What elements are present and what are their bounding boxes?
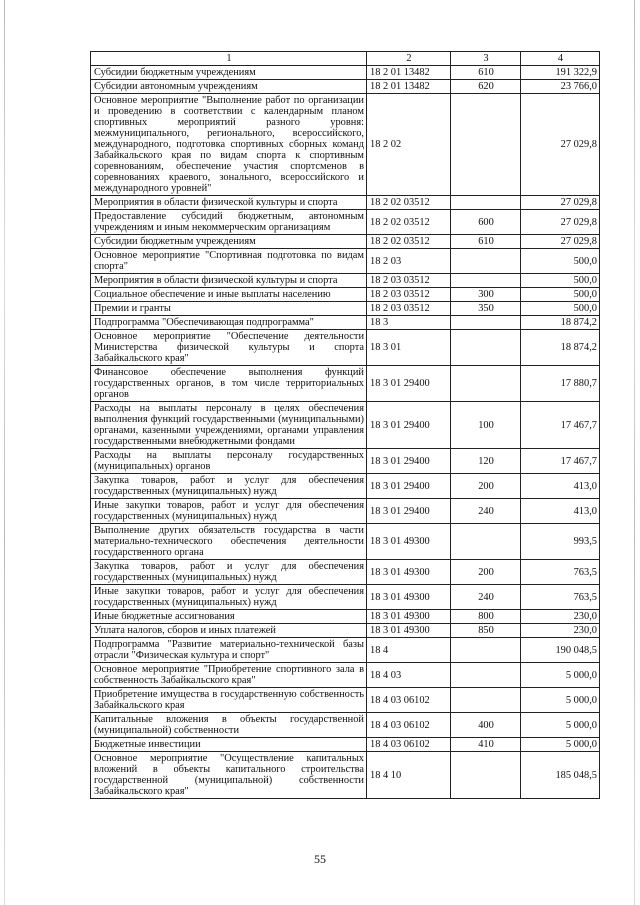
row-code-cell: 18 3 01 49300 — [367, 585, 451, 610]
row-amount-cell: 763,5 — [521, 560, 600, 585]
row-type-cell: 610 — [451, 235, 521, 249]
row-name-cell: Иные закупки товаров, работ и услуг для обеспечения государственных (муниципальных) нужд — [91, 585, 367, 610]
table-row — [91, 524, 600, 560]
row-name-cell: Основное мероприятие "Спортивная подготовка по видам спорта" — [91, 249, 367, 274]
table-row — [91, 66, 600, 80]
row-code-cell: 18 2 03 — [367, 249, 451, 274]
row-amount-cell: 5 000,0 — [521, 663, 600, 688]
table-row — [91, 713, 600, 738]
row-name-cell: Субсидии бюджетным учреждениям — [91, 235, 367, 249]
row-name-cell: Мероприятия в области физической культуры и спорта — [91, 274, 367, 288]
table-row — [91, 80, 600, 94]
row-type-cell — [451, 663, 521, 688]
row-code-cell: 18 2 01 13482 — [367, 66, 451, 80]
row-name-cell: Премии и гранты — [91, 302, 367, 316]
row-code-cell: 18 4 03 06102 — [367, 738, 451, 752]
header-col-4: 4 — [521, 52, 600, 66]
table-row — [91, 663, 600, 688]
scan-edge-left — [4, 0, 5, 905]
row-code-cell: 18 2 03 03512 — [367, 302, 451, 316]
row-amount-cell: 27 029,8 — [521, 94, 600, 196]
header-col-3: 3 — [451, 52, 521, 66]
table-row — [91, 302, 600, 316]
table-row — [91, 210, 600, 235]
row-type-cell — [451, 316, 521, 330]
table-row — [91, 274, 600, 288]
row-type-cell: 600 — [451, 210, 521, 235]
row-amount-cell: 18 874,2 — [521, 330, 600, 366]
row-amount-cell: 500,0 — [521, 249, 600, 274]
table-row — [91, 366, 600, 402]
row-type-cell: 240 — [451, 499, 521, 524]
row-amount-cell: 500,0 — [521, 288, 600, 302]
table-row — [91, 330, 600, 366]
header-col-2: 2 — [367, 52, 451, 66]
row-type-cell: 300 — [451, 288, 521, 302]
row-amount-cell: 413,0 — [521, 499, 600, 524]
row-amount-cell: 18 874,2 — [521, 316, 600, 330]
row-code-cell: 18 4 10 — [367, 752, 451, 799]
row-name-cell: Субсидии автономным учреждениям — [91, 80, 367, 94]
row-name-cell: Подпрограмма "Обеспечивающая подпрограмма" — [91, 316, 367, 330]
row-amount-cell: 17 467,7 — [521, 402, 600, 449]
row-name-cell: Основное мероприятие "Выполнение работ по организации и проведению в соответствии с календарным планом спортивных мероприятий разного уровня: межмуниципального, регионального, всероссийского, международного, подготовка спортивных сборных команд Забайкальского края по видам спорта к спортивным соревнованиям, обеспечение участия спортсменов в соревнованиях краевого, зонального, всероссийского и международного уровней" — [91, 94, 367, 196]
table-row — [91, 499, 600, 524]
row-name-cell: Расходы на выплаты персоналу государственных (муниципальных) органов — [91, 449, 367, 474]
table-row — [91, 288, 600, 302]
row-amount-cell: 185 048,5 — [521, 752, 600, 799]
row-type-cell: 120 — [451, 449, 521, 474]
row-code-cell: 18 3 01 29400 — [367, 366, 451, 402]
row-code-cell: 18 3 01 — [367, 330, 451, 366]
row-name-cell: Мероприятия в области физической культуры и спорта — [91, 196, 367, 210]
row-code-cell: 18 3 01 29400 — [367, 474, 451, 499]
row-name-cell: Уплата налогов, сборов и иных платежей — [91, 624, 367, 638]
row-amount-cell: 17 880,7 — [521, 366, 600, 402]
row-code-cell: 18 4 03 — [367, 663, 451, 688]
row-name-cell: Основное мероприятие "Приобретение спортивного зала в собственность Забайкальского края" — [91, 663, 367, 688]
row-name-cell: Иные закупки товаров, работ и услуг для обеспечения государственных (муниципальных) нужд — [91, 499, 367, 524]
row-type-cell — [451, 94, 521, 196]
row-name-cell: Основное мероприятие "Осуществление капитальных вложений в объекты капитального строительства государственной (муниципальной) собственности Забайкальского края" — [91, 752, 367, 799]
row-name-cell: Предоставление субсидий бюджетным, автономным учреждениям и иным некоммерческим организациям — [91, 210, 367, 235]
row-amount-cell: 230,0 — [521, 610, 600, 624]
row-code-cell: 18 3 01 49300 — [367, 624, 451, 638]
row-code-cell: 18 3 01 49300 — [367, 560, 451, 585]
row-type-cell: 350 — [451, 302, 521, 316]
table-row — [91, 235, 600, 249]
row-amount-cell: 190 048,5 — [521, 638, 600, 663]
row-code-cell: 18 2 02 03512 — [367, 210, 451, 235]
table-row — [91, 624, 600, 638]
row-type-cell — [451, 330, 521, 366]
row-name-cell: Закупка товаров, работ и услуг для обеспечения государственных (муниципальных) нужд — [91, 474, 367, 499]
table-row — [91, 585, 600, 610]
row-code-cell: 18 3 01 29400 — [367, 499, 451, 524]
row-code-cell: 18 2 03 03512 — [367, 288, 451, 302]
table-row — [91, 688, 600, 713]
row-code-cell: 18 4 03 06102 — [367, 688, 451, 713]
row-name-cell: Бюджетные инвестиции — [91, 738, 367, 752]
header-col-1: 1 — [91, 52, 367, 66]
row-type-cell — [451, 274, 521, 288]
table-row — [91, 610, 600, 624]
row-code-cell: 18 3 — [367, 316, 451, 330]
row-type-cell: 800 — [451, 610, 521, 624]
row-type-cell — [451, 366, 521, 402]
row-amount-cell: 413,0 — [521, 474, 600, 499]
row-code-cell: 18 4 03 06102 — [367, 713, 451, 738]
row-name-cell: Финансовое обеспечение выполнения функций государственных органов, в том числе территориальных органов — [91, 366, 367, 402]
row-type-cell — [451, 752, 521, 799]
row-type-cell — [451, 638, 521, 663]
row-code-cell: 18 3 01 29400 — [367, 449, 451, 474]
table-body — [91, 66, 600, 799]
row-amount-cell: 230,0 — [521, 624, 600, 638]
table-row — [91, 638, 600, 663]
row-amount-cell: 27 029,8 — [521, 210, 600, 235]
row-amount-cell: 23 766,0 — [521, 80, 600, 94]
header-row — [91, 52, 600, 66]
row-amount-cell: 5 000,0 — [521, 688, 600, 713]
row-amount-cell: 27 029,8 — [521, 235, 600, 249]
scan-edge-right — [634, 0, 635, 905]
row-name-cell: Основное мероприятие "Обеспечение деятельности Министерства физической культуры и спорта Забайкальского края" — [91, 330, 367, 366]
row-amount-cell: 27 029,8 — [521, 196, 600, 210]
row-code-cell: 18 2 03 03512 — [367, 274, 451, 288]
row-type-cell — [451, 196, 521, 210]
row-code-cell: 18 2 02 — [367, 94, 451, 196]
row-name-cell: Капитальные вложения в объекты государственной (муниципальной) собственности — [91, 713, 367, 738]
row-type-cell — [451, 688, 521, 713]
row-amount-cell: 191 322,9 — [521, 66, 600, 80]
table-row — [91, 402, 600, 449]
row-name-cell: Выполнение других обязательств государства в части материально-технического обеспечения деятельности государственного органа — [91, 524, 367, 560]
table-header — [91, 52, 600, 66]
table-row — [91, 249, 600, 274]
row-name-cell: Подпрограмма "Развитие материально-технической базы отрасли "Физическая культура и спорт" — [91, 638, 367, 663]
row-code-cell: 18 2 01 13482 — [367, 80, 451, 94]
row-type-cell: 610 — [451, 66, 521, 80]
row-amount-cell: 5 000,0 — [521, 738, 600, 752]
row-code-cell: 18 3 01 49300 — [367, 524, 451, 560]
row-name-cell: Закупка товаров, работ и услуг для обеспечения государственных (муниципальных) нужд — [91, 560, 367, 585]
table-row — [91, 474, 600, 499]
table-row — [91, 316, 600, 330]
table-row — [91, 94, 600, 196]
table-row — [91, 738, 600, 752]
row-type-cell: 100 — [451, 402, 521, 449]
table-row — [91, 752, 600, 799]
row-code-cell: 18 3 01 29400 — [367, 402, 451, 449]
row-name-cell: Иные бюджетные ассигнования — [91, 610, 367, 624]
row-type-cell: 240 — [451, 585, 521, 610]
row-type-cell: 410 — [451, 738, 521, 752]
row-type-cell: 200 — [451, 560, 521, 585]
row-type-cell: 400 — [451, 713, 521, 738]
row-amount-cell: 500,0 — [521, 302, 600, 316]
row-type-cell: 620 — [451, 80, 521, 94]
row-type-cell: 200 — [451, 474, 521, 499]
table-row — [91, 196, 600, 210]
row-amount-cell: 993,5 — [521, 524, 600, 560]
row-amount-cell: 5 000,0 — [521, 713, 600, 738]
row-name-cell: Расходы на выплаты персоналу в целях обеспечения выполнения функций государственными (муниципальными) органами, казенными учреждениями, органами управления государственными внебюджетными фондами — [91, 402, 367, 449]
row-amount-cell: 763,5 — [521, 585, 600, 610]
row-code-cell: 18 3 01 49300 — [367, 610, 451, 624]
row-type-cell — [451, 524, 521, 560]
table-row — [91, 560, 600, 585]
row-amount-cell: 500,0 — [521, 274, 600, 288]
row-name-cell: Приобретение имущества в государственную собственность Забайкальского края — [91, 688, 367, 713]
row-name-cell: Субсидии бюджетным учреждениям — [91, 66, 367, 80]
row-type-cell: 850 — [451, 624, 521, 638]
page-number: 55 — [314, 852, 326, 866]
row-amount-cell: 17 467,7 — [521, 449, 600, 474]
row-code-cell: 18 2 02 03512 — [367, 235, 451, 249]
row-type-cell — [451, 249, 521, 274]
row-code-cell: 18 4 — [367, 638, 451, 663]
table-row — [91, 449, 600, 474]
budget-table — [90, 51, 600, 799]
row-code-cell: 18 2 02 03512 — [367, 196, 451, 210]
row-name-cell: Социальное обеспечение и иные выплаты населению — [91, 288, 367, 302]
